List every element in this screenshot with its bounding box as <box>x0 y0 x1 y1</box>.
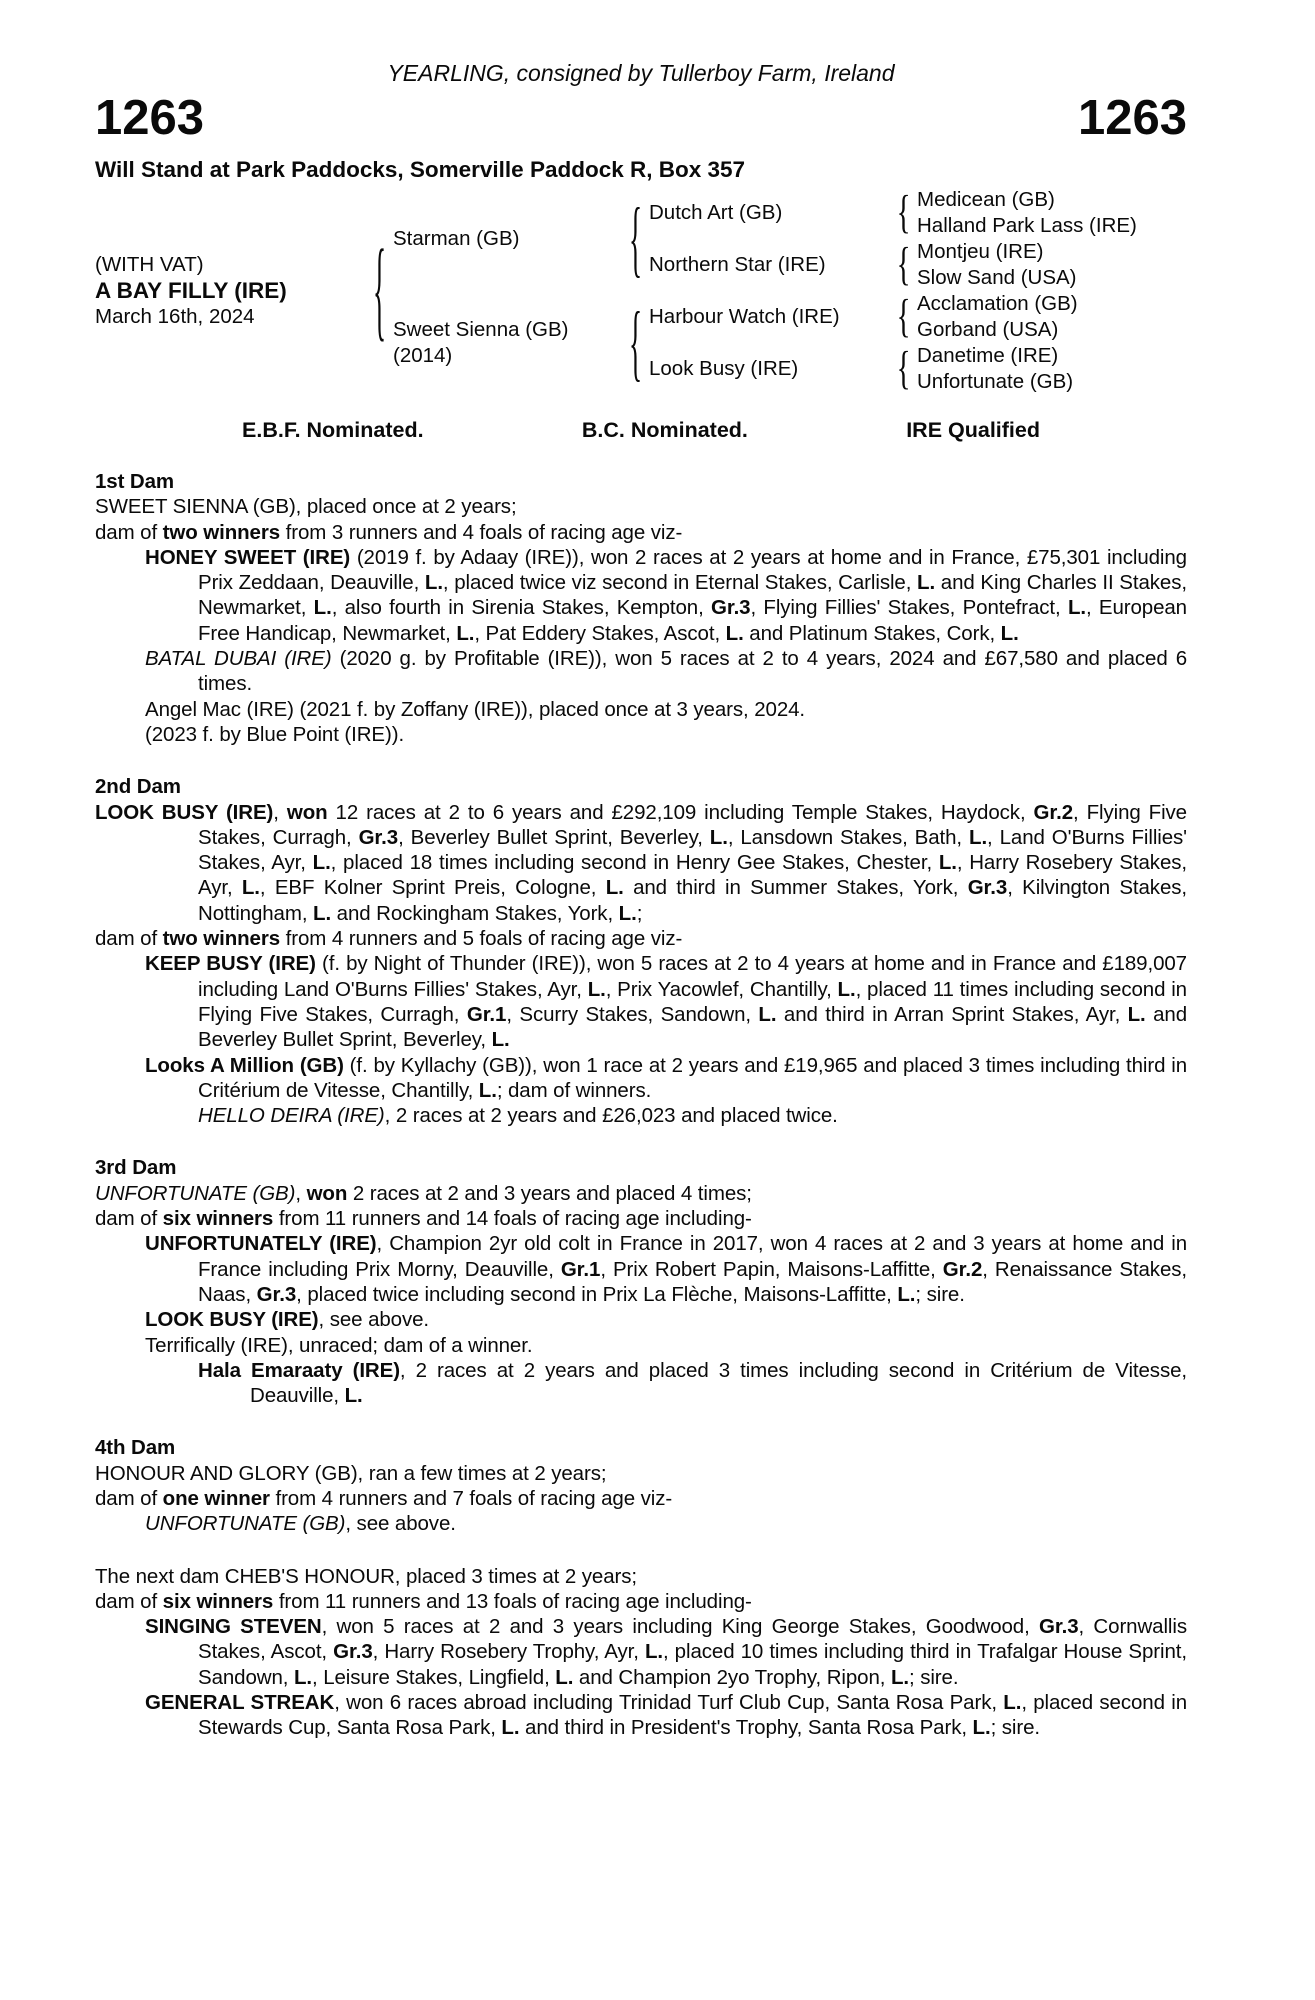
dam-sire-branch <box>649 291 1187 343</box>
pedigree-paragraph <box>95 1461 1187 1486</box>
text-run: dam of <box>95 1486 163 1510</box>
text-run: HONOUR AND GLORY (GB), ran a few times at 2 years; <box>95 1461 607 1485</box>
text-run: UNFORTUNATE (GB) <box>95 1181 296 1205</box>
text-run: dam of <box>95 520 163 544</box>
pedigree-paragraph <box>95 800 1187 926</box>
dam-dam-branch <box>649 343 1187 395</box>
text-run: L. <box>313 901 332 925</box>
dam-section <box>95 1435 1187 1536</box>
text-run: six winners <box>162 1589 274 1613</box>
text-run: 12 races at 2 to 6 years and £292,109 including Temple Stakes, Haydock, <box>327 800 1034 824</box>
text-run: L. <box>424 571 443 595</box>
pedigree-paragraph <box>95 1181 1187 1206</box>
text-run: ; sire. <box>909 1665 959 1689</box>
dam-section <box>95 1155 1187 1408</box>
text-run: L. <box>618 901 637 925</box>
lot-number-right: 1263 <box>1077 91 1187 145</box>
sire-dam-branch <box>649 239 1187 291</box>
text-run: L. <box>1127 1002 1146 1026</box>
text-run: L. <box>491 1028 510 1052</box>
ancestor-name: Halland Park Lass (IRE) <box>917 214 1137 237</box>
text-run: L. <box>241 876 260 900</box>
text-run: from 11 runners and 13 foals of racing age including- <box>273 1589 752 1613</box>
text-run: , Cornwallis Stakes, Ascot, <box>198 1615 1187 1664</box>
section-heading: 3rd Dam <box>95 1156 177 1180</box>
text-run: and third in President's Trophy, Santa Rosa Park, <box>519 1716 973 1740</box>
text-run: , EBF Kolner Sprint Preis, Cologne, <box>259 876 606 900</box>
text-run: (f. by Kyllachy (GB)), won 1 race at 2 years and £19,965 and placed 3 times including third in Critérium de Vitesse, Chantilly, <box>198 1053 1188 1102</box>
text-run: Gr.3 <box>333 1640 373 1664</box>
text-run: Gr.3 <box>256 1282 297 1306</box>
text-run: , 2 races at 2 years and placed 3 times including second in Critérium de Vitesse, Deauville, <box>250 1358 1187 1408</box>
text-run: and Beverley Bullet Sprint, Beverley, <box>198 1002 1188 1052</box>
text-run: two winners <box>162 927 281 951</box>
text-run: , Beverley Bullet Sprint, Beverley, <box>398 825 710 849</box>
text-run: dam of <box>95 1207 163 1231</box>
pedigree-paragraph <box>95 1486 1187 1511</box>
content-column <box>95 0 1187 1741</box>
text-run: , placed second in Stewards Cup, Santa Rosa Park, <box>198 1691 1187 1740</box>
text-run: , Harry Rosebery Trophy, Ayr, <box>372 1640 645 1664</box>
sire-dam-name: Northern Star (IRE) <box>649 253 826 276</box>
dam-name-block <box>393 317 623 369</box>
pedigree-paragraph <box>95 520 1187 545</box>
text-run: , <box>295 1181 307 1205</box>
text-run: HONEY SWEET (IRE) <box>145 545 351 569</box>
text-run: Gr.3 <box>710 596 751 620</box>
text-run: SWEET SIENNA (GB), placed once at 2 years; <box>95 495 517 519</box>
text-run: , placed 18 times including second in Henry Gee Stakes, Chester, <box>330 851 939 875</box>
text-run: GENERAL STREAK <box>145 1691 335 1715</box>
sire-branch <box>393 187 1187 291</box>
text-run: L. <box>969 825 988 849</box>
text-run: and Rockingham Stakes, York, <box>331 901 619 925</box>
text-run: L. <box>478 1078 497 1102</box>
ancestor-name: Gorband (USA) <box>917 318 1059 341</box>
text-run: ; sire. <box>990 1716 1040 1740</box>
pedigree-paragraph <box>95 926 1187 951</box>
text-run: , placed twice viz second in Eternal Stakes, Carlisle, <box>442 571 918 595</box>
pedigree-brace-icon: { <box>629 190 643 286</box>
text-run: , Prix Robert Papin, Maisons-Laffitte, <box>600 1257 943 1281</box>
text-run: BATAL DUBAI (IRE) <box>145 647 332 671</box>
dam-section <box>95 469 1187 747</box>
text-run: Gr.1 <box>560 1257 601 1281</box>
text-run: , Scurry Stakes, Sandown, <box>506 1002 759 1026</box>
text-run: , Champion 2yr old colt in France in 2017, won 4 races at 2 and 3 years at home and in France including Prix Morny, Deauville, <box>198 1232 1187 1281</box>
text-run: Gr.2 <box>942 1257 983 1281</box>
pedigree-paragraph <box>95 1103 1187 1128</box>
text-run: from 3 runners and 4 foals of racing age viz- <box>280 520 683 544</box>
text-run: dam of <box>95 1589 163 1613</box>
lot-number-left: 1263 <box>95 91 205 145</box>
text-run: two winners <box>162 520 281 544</box>
text-run: Gr.3 <box>358 825 399 849</box>
text-run: L. <box>644 1640 663 1664</box>
text-run: Hala Emaraaty (IRE) <box>198 1358 400 1382</box>
pedigree-paragraph <box>95 951 1187 1052</box>
dam-name: Sweet Sienna (GB) <box>393 318 569 341</box>
dam-year: (2014) <box>393 344 453 367</box>
bc-nomination: B.C. Nominated. <box>581 418 748 442</box>
ancestor-name: Unfortunate (GB) <box>917 370 1074 393</box>
sire-sire-branch <box>649 187 1187 239</box>
text-run: from 11 runners and 14 foals of racing age including- <box>273 1207 752 1231</box>
pedigree-table <box>95 187 1187 395</box>
text-run: LOOK BUSY (IRE) <box>145 1308 319 1332</box>
text-run: one winner <box>162 1486 270 1510</box>
text-run: , 2 races at 2 years and £26,023 and placed twice. <box>384 1104 838 1128</box>
dam-dam-name: Look Busy (IRE) <box>649 357 799 380</box>
dam-sire-name: Harbour Watch (IRE) <box>649 305 840 328</box>
section-heading: 2nd Dam <box>95 775 181 799</box>
text-run: SINGING STEVEN <box>145 1615 322 1639</box>
text-run: LOOK BUSY (IRE) <box>95 800 274 824</box>
text-run: won <box>306 1181 348 1205</box>
pedigree-paragraph <box>95 1589 1187 1614</box>
text-run: L. <box>1003 1691 1022 1715</box>
section-heading: 4th Dam <box>95 1436 176 1460</box>
text-run: Gr.1 <box>466 1002 507 1026</box>
pedigree-paragraph <box>95 1333 1187 1358</box>
text-run: and Platinum Stakes, Cork, <box>743 621 1001 645</box>
text-run: and Champion 2yo Trophy, Ripon, <box>573 1665 891 1689</box>
text-run: , Pat Eddery Stakes, Ascot, <box>474 621 726 645</box>
pedigree-brace-icon: { <box>897 186 911 239</box>
pedigree-brace-icon: { <box>373 227 387 353</box>
text-run: L. <box>1000 621 1019 645</box>
text-run: (2020 g. by Profitable (IRE)), won 5 races at 2 to 4 years, 2024 and £67,580 and placed 6 times. <box>198 647 1187 696</box>
dam-section <box>95 1564 1187 1741</box>
text-run: ; sire. <box>915 1282 965 1306</box>
pedigree-paragraph <box>95 1564 1187 1589</box>
text-run: L. <box>917 571 936 595</box>
text-run: UNFORTUNATE (GB) <box>145 1512 346 1536</box>
text-run: 2 races at 2 and 3 years and placed 4 times; <box>347 1181 752 1205</box>
sire-sire-name: Dutch Art (GB) <box>649 201 783 224</box>
nominations-line <box>95 417 1187 443</box>
dam-section <box>95 774 1187 1128</box>
ancestor-name: Slow Sand (USA) <box>917 266 1077 289</box>
pedigree-paragraph <box>95 646 1187 697</box>
text-run: Terrifically (IRE), unraced; dam of a winner. <box>145 1333 533 1357</box>
text-run: (2019 f. by Adaay (IRE)), won 2 races at 2 years at home and in France, £75,301 including Prix Zeddaan, Deauville, <box>198 545 1187 595</box>
text-run: , Flying Fillies' Stakes, Pontefract, <box>750 596 1068 620</box>
pedigree-paragraph <box>95 545 1187 646</box>
ancestor-name: Montjeu (IRE) <box>917 240 1044 263</box>
text-run: , Renaissance Stakes, Naas, <box>198 1257 1188 1306</box>
consignor-line: YEARLING, consigned by Tullerboy Farm, Ireland <box>387 60 895 86</box>
ire-qualified: IRE Qualified <box>906 418 1040 442</box>
text-run: , Flying Five Stakes, Curragh, <box>198 800 1187 849</box>
text-run: and third in Arran Sprint Stakes, Ayr, <box>776 1002 1128 1026</box>
pedigree-paragraph <box>95 1690 1187 1741</box>
pedigree-paragraph <box>95 1307 1187 1332</box>
text-run: L. <box>587 977 606 1001</box>
text-run: Looks A Million (GB) <box>145 1053 344 1077</box>
text-run: from 4 runners and 5 foals of racing age viz- <box>280 927 683 951</box>
ancestor-name: Medicean (GB) <box>917 188 1055 211</box>
text-run: Gr.3 <box>1039 1615 1079 1639</box>
pedigree-brace-icon: { <box>897 342 911 395</box>
text-run: , <box>273 800 287 824</box>
text-run: L. <box>758 1002 777 1026</box>
text-run: HELLO DEIRA (IRE) <box>198 1104 385 1128</box>
text-run: six winners <box>162 1207 274 1231</box>
text-run: L. <box>938 851 957 875</box>
text-run: L. <box>605 876 624 900</box>
text-run: , placed 10 times including third in Trafalgar House Sprint, Sandown, <box>198 1640 1187 1689</box>
text-run: , Land O'Burns Fillies' Stakes, Ayr, <box>198 825 1187 875</box>
text-run: Gr.2 <box>1033 800 1074 824</box>
text-run: L. <box>456 621 475 645</box>
pedigree-paragraph <box>95 494 1187 519</box>
ebf-nomination: E.B.F. Nominated. <box>242 418 424 442</box>
text-run: and third in Summer Stakes, York, <box>623 876 968 900</box>
text-run: ; dam of winners. <box>496 1078 652 1102</box>
pedigree-paragraph <box>95 1053 1187 1104</box>
text-run: , won 5 races at 2 and 3 years including King George Stakes, Goodwood, <box>321 1615 1040 1639</box>
lot-row <box>95 91 1187 145</box>
text-run: and King Charles II Stakes, Newmarket, <box>198 571 1187 620</box>
text-run: , placed 11 times including second in Flying Five Stakes, Curragh, <box>198 977 1187 1026</box>
text-run: L. <box>312 851 331 875</box>
text-run: , won 6 races abroad including Trinidad Turf Club Cup, Santa Rosa Park, <box>334 1691 1004 1715</box>
pedigree-paragraph <box>95 697 1187 722</box>
text-run: , also fourth in Sirenia Stakes, Kempton, <box>331 596 711 620</box>
text-run: , see above. <box>318 1308 430 1332</box>
text-run: L. <box>555 1665 574 1689</box>
pedigree-generations <box>393 187 1187 395</box>
text-run: L. <box>293 1665 313 1689</box>
ancestor-name: Danetime (IRE) <box>917 344 1059 367</box>
vat-note: (WITH VAT) <box>95 253 204 276</box>
pedigree-brace-icon: { <box>897 290 911 343</box>
text-run: (2023 f. by Blue Point (IRE)). <box>145 722 405 746</box>
sire-name: Starman (GB) <box>393 227 520 250</box>
text-run: dam of <box>95 927 163 951</box>
text-run: , see above. <box>345 1512 456 1536</box>
pedigree-brace-icon: { <box>629 294 643 390</box>
text-run: The next dam CHEB'S HONOUR, placed 3 times at 2 years; <box>95 1564 637 1588</box>
text-run: (f. by Night of Thunder (IRE)), won 5 races at 2 to 4 years at home and in France and £189,007 including Land O'Burns Fillies' Stakes, Ayr, <box>198 952 1187 1001</box>
text-run: , Harry Rosebery Stakes, Ayr, <box>198 851 1187 900</box>
text-run: L. <box>890 1665 910 1689</box>
text-run: , European Free Handicap, Newmarket, <box>198 596 1187 645</box>
pedigree-paragraph <box>95 1614 1187 1690</box>
pedigree-paragraph <box>95 1206 1187 1231</box>
dam-branch <box>393 291 1187 395</box>
text-run: Gr.3 <box>967 876 1008 900</box>
text-run: , Prix Yacowlef, Chantilly, <box>605 977 838 1001</box>
text-run: UNFORTUNATELY (IRE) <box>145 1232 377 1256</box>
text-run: L. <box>1067 596 1086 620</box>
text-run: L. <box>313 596 332 620</box>
text-run: , Leisure Stakes, Lingfield, <box>312 1665 556 1689</box>
text-run: from 4 runners and 7 foals of racing age viz- <box>269 1486 673 1510</box>
text-run: ; <box>636 901 643 925</box>
pedigree-paragraph <box>95 1511 1187 1536</box>
pedigree-paragraph <box>95 1358 1187 1409</box>
text-run: , Lansdown Stakes, Bath, <box>727 825 970 849</box>
text-run: won <box>286 800 328 824</box>
produce-foaling-date: March 16th, 2024 <box>95 305 255 328</box>
pedigree-paragraph <box>95 722 1187 747</box>
ancestor-name: Acclamation (GB) <box>917 292 1078 315</box>
text-run: L. <box>897 1282 916 1306</box>
text-run: L. <box>725 621 744 645</box>
text-run: L. <box>837 977 856 1001</box>
text-run: KEEP BUSY (IRE) <box>145 952 316 976</box>
text-run: L. <box>344 1384 363 1408</box>
text-run: L. <box>501 1716 520 1740</box>
stand-location-line: Will Stand at Park Paddocks, Somerville Paddock R, Box 357 <box>95 157 746 182</box>
text-run: Angel Mac (IRE) (2021 f. by Zoffany (IRE)), placed once at 3 years, 2024. <box>145 697 806 721</box>
text-run: , Kilvington Stakes, Nottingham, <box>198 876 1188 925</box>
produce-block <box>95 252 367 330</box>
dam-sections <box>95 469 1187 1741</box>
produce-name: A BAY FILLY (IRE) <box>95 278 287 303</box>
pedigree-paragraph <box>95 1231 1187 1307</box>
pedigree-brace-icon: { <box>897 238 911 291</box>
section-heading: 1st Dam <box>95 470 175 493</box>
text-run: L. <box>709 825 728 849</box>
text-run: L. <box>972 1716 991 1740</box>
text-run: , placed twice including second in Prix La Flèche, Maisons-Laffitte, <box>296 1282 898 1306</box>
